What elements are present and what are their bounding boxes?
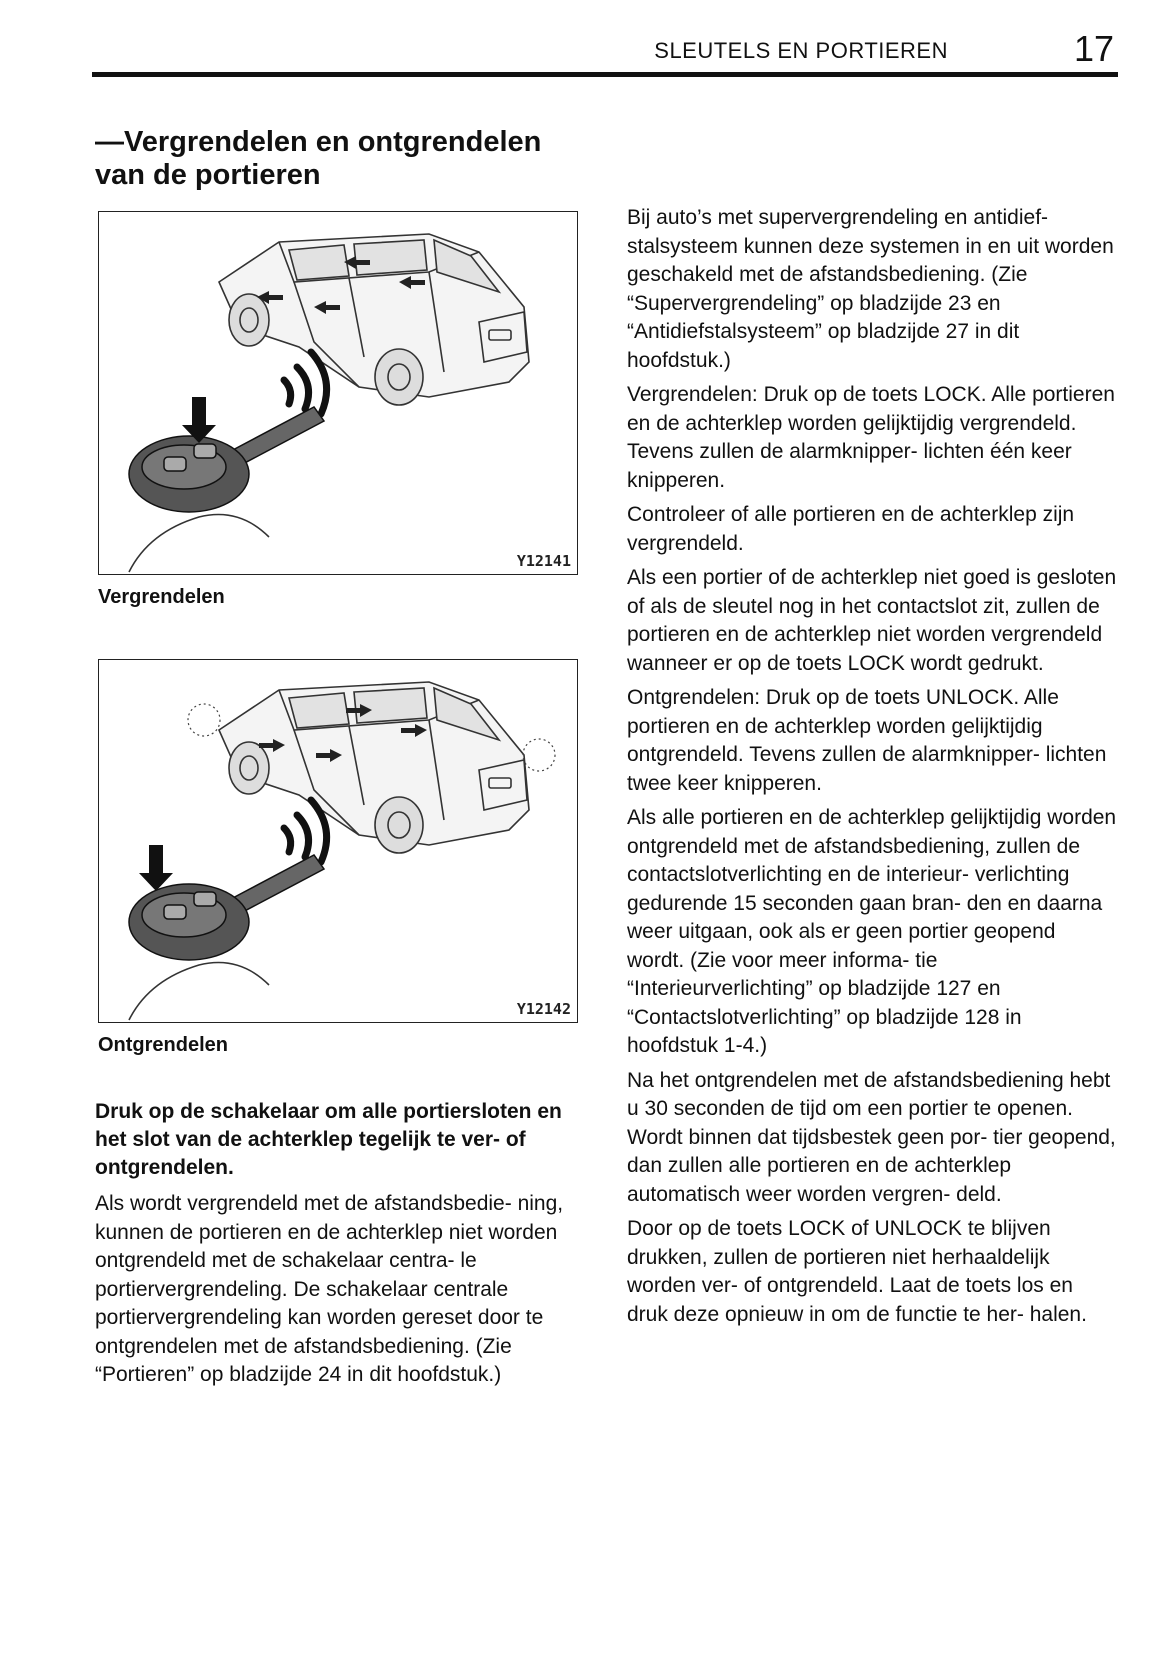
car-key-lock-illustration [99,212,577,574]
body-paragraph: Als wordt vergrendeld met de afstandsbedie- ning, kunnen de portieren en de achterklep niet worden ontgrendeld met de schakelaar centra- le portiervergrendeling. De schakelaar centrale portiervergrendeling kan worden gereset door te ontgrendelen met de afstandsbediening. (Zie “Portieren” op bladzijde 24 in dit hoofdstuk.) [95,1192,564,1386]
figure-caption-lock: Vergrendelen [98,586,225,608]
page-number: 17 [1073,28,1114,69]
right-column-text [627,204,1117,1335]
figure-code: Y12142 [516,1000,571,1018]
section-title: SLEUTELS EN PORTIEREN [654,38,948,63]
car-key-unlock-illustration [99,660,577,1022]
figure-code: Y12141 [516,552,571,570]
main-title-line1: —Vergrendelen en ontgrendelen [95,126,542,158]
body-paragraph: Controleer of alle portieren en de achterklep zijn vergrendeld. [627,503,1075,555]
main-title [95,126,615,192]
body-paragraph: Als alle portieren en de achterklep gelijktijdig worden ontgrendeld met de afstandsbediening, zullen de contactslotverlichting en de interieur- verlichting gedurende 15 seconden gaan bran- den en daarna weer uitgaan, ook als er geen portier geopend wordt. (Zie voor meer informa- tie “Interieurverlichting” op bladzijde 127 en “Contactslotverlichting” op bladzijde 128 in hoofdstuk 1-4.) [627,806,1117,1057]
left-column-text [95,1098,585,1400]
main-title-line2: van de portieren [95,159,321,191]
body-paragraph: Als een portier of de achterklep niet goed is gesloten of als de sleutel nog in het contactslot zit, zullen de portieren en de achterklep niet worden vergrendeld wanneer er op de toets LOCK wordt gedrukt. [627,566,1117,675]
body-paragraph: Na het ontgrendelen met de afstandsbediening hebt u 30 seconden de tijd om een portier te openen. Wordt binnen dat tijdsbestek geen por- tier geopend, dan zullen alle portieren en de achterklep automatisch weer worden vergren- deld. [627,1068,1116,1206]
figure-unlock [98,659,578,1023]
figure-caption-unlock: Ontgrendelen [98,1034,229,1056]
page-header [92,28,1118,77]
figure-lock [98,211,578,575]
body-paragraph: Door op de toets LOCK of UNLOCK te blijven drukken, zullen de portieren niet herhaaldelijk worden ver- of ontgrendeld. Laat de toets los en druk deze opnieuw in om de functie te her- halen. [627,1217,1087,1326]
body-paragraph: Bij auto’s met supervergrendeling en antidief- stalsysteem kunnen deze systemen in en uit worden geschakeld met de afstandsbediening. (Zie “Supervergrendeling” op bladzijde 23 en “Antidiefstalsysteem” op bladzijde 27 in dit hoofdstuk.) [627,206,1114,372]
body-paragraph: Vergrendelen: Druk op de toets LOCK. Alle portieren en de achterklep worden gelijktijdig vergrendeld. Tevens zullen de alarmknipper- lichten één keer knipperen. [627,383,1115,492]
body-paragraph: Ontgrendelen: Druk op de toets UNLOCK. Alle portieren en de achterklep worden gelijktijdig ontgrendeld. Tevens zullen de alarmknipper- lichten twee keer knipperen. [627,686,1107,795]
instruction-heading: Druk op de schakelaar om alle portiersloten en het slot van de achterklep tegelijk te ver- of ontgrendelen. [95,1100,562,1179]
